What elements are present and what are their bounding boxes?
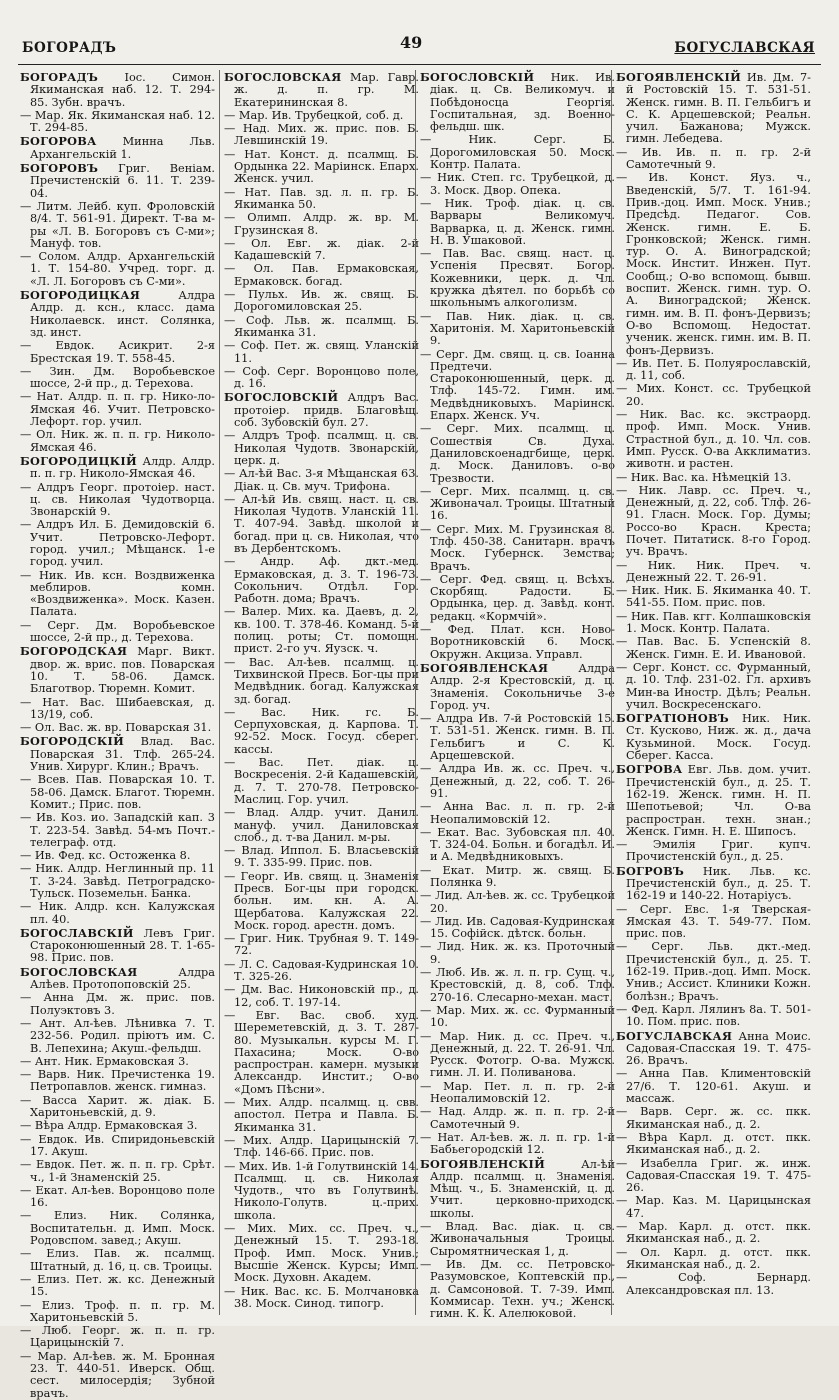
entry-text: Ник. Ив. діак. ц. Св. Великомуч. и Побѣдоносца Георгія. Госпитальная, зд. Военно-фельдш. шк. — [430, 71, 615, 134]
entry-text: — Нат. Ал-ѣев. ж. л. п. гр. 1-й Бабьегородскій 12. — [420, 1130, 615, 1157]
directory-entry — [420, 1106, 615, 1131]
entry-text: — Вас. Пет. діак. ц. Воскресенія. 2-й Кадашевскій, д. 7. Т. 270-78. Петровско-Маслиц. Гор. учил. — [224, 756, 419, 806]
directory-entry — [616, 560, 811, 585]
directory-entry — [420, 524, 615, 573]
entry-surname: БОГОСЛОВСКІЙ — [420, 70, 535, 84]
directory-entry — [224, 1161, 419, 1222]
entry-text: — Пав. Вас. свящ. наст. ц. Успенія Пресвят. Богор. Кожевники, церк. д. Чл. кружка дѣятел. по борьбѣ со школьнымъ алкоголизм. — [420, 247, 615, 310]
directory-entry — [616, 865, 811, 903]
directory-entry — [616, 358, 811, 383]
entry-surname: БОГРАТІОНОВЪ — [616, 711, 729, 726]
directory-entry — [420, 1031, 615, 1080]
directory-entry — [20, 1056, 215, 1068]
entry-text: — Над. Мих. ж. прис. пов. Б. Левшинскій 19. — [224, 122, 419, 148]
directory-entry — [224, 123, 419, 148]
directory-entry — [20, 992, 215, 1017]
directory-entry — [420, 801, 615, 826]
entry-text: Ник. Льв. кс. Пречистенскій бул., д. 25. Т. 162-19 и 140-22. Нотаріусъ. — [626, 864, 811, 903]
entry-text: — Серг. Мих. М. Грузинская 8. Тлф. 450-38. Санитарн. врачъ Моск. Губернск. Земства; Врачъ. — [420, 522, 615, 573]
entry-text: — Фед. Карл. Лялинъ 8а. Т. 501-10. Пом. прис. пов. — [616, 1002, 811, 1029]
directory-entry — [420, 624, 615, 661]
entry-text: — Ник. Лавр. сс. Преч. ч., Денежный, д. 22, соб. Тлф. 26-91. Гласн. Моск. Гор. Думы; Россо-во Красн. Креста; Почет. Питатиск. 8-го Город. уч. Врачъ. — [616, 483, 811, 559]
directory-entry — [420, 1259, 615, 1320]
entry-text: — Пав. Ник. діак. ц. св. Харитонія. М. Харитоньевскій 9. — [420, 309, 615, 348]
directory-entry — [420, 1221, 615, 1258]
entry-text: — Влад. Иппол. Б. Власьевскій 9. Т. 335-99. Прис. пов. — [224, 844, 419, 870]
directory-entry — [616, 712, 811, 762]
entry-text: Евг. Льв. дом. учит. Пречистенскій бул., д. 25. Т. 162-19. Женск. гимн. Н. П. Шепотьевой; Чл. О-ва распростран. техн. знан.; Женск. Гимн. Н. Е. Шипосъ. — [626, 763, 811, 838]
entry-text: — Зин. Дм. Воробьевское шоссе, 2-й пр., д. Терехова. — [20, 364, 215, 391]
directory-entry — [616, 485, 811, 559]
entry-text: — Екат. Вас. Зубовская пл. 40. Т. 324-04. Больн. и богадѣл. И. и А. Медвѣдниковыхъ. — [420, 825, 615, 864]
entry-text: — Ник. Алдр. ксн. Калужская пл. 40. — [20, 900, 215, 926]
directory-entry — [20, 620, 215, 645]
directory-entry — [616, 636, 811, 661]
entry-text: — Люб. Ив. ж. л. п. гр. Сущ. ч., Крестовскій, д. 8, соб. Тлф. 270-16. Слесарно-механ. маст. — [420, 966, 615, 1004]
directory-entry — [224, 845, 419, 870]
directory-entry — [224, 959, 419, 984]
entry-text: — Алдра Ив. ж. сс. Преч. ч., Денежный, д. 22, соб. Т. 26-91. — [420, 762, 615, 800]
entry-text: — Соф. Бернард. Александровская пл. 13. — [616, 1271, 811, 1297]
entry-text: — Васса Харит. ж. діак. Б. Харитоньевскій, д. 9. — [20, 1093, 215, 1120]
entry-surname: БОГОРОДСКАЯ — [20, 644, 128, 659]
entry-text: — Мар. Мих. ж. сс. Фурманный 10. — [420, 1003, 615, 1030]
directory-entry — [20, 850, 215, 862]
entry-text: — Анна Пав. Климентовскій 27/6. Т. 120-61. Акуш. и массаж. — [616, 1067, 811, 1106]
entry-text: Минна Льв. Архангельскій 1. — [30, 135, 216, 161]
entry-text: — Мих. Ив. 1-й Голутвинскій 14. Псалмщ. ц. св. Николая Чудотв., что въ Голутвинѣ. Николо-Голутв. ц.-прих. школа. — [224, 1159, 419, 1222]
directory-entry — [20, 366, 215, 391]
entry-surname: БОГОЯВЛЕНСКІЙ — [420, 1156, 546, 1171]
directory-entry — [20, 110, 215, 135]
directory-entry — [20, 735, 215, 773]
column-1 — [20, 70, 216, 1400]
entry-text: Левъ Григ. Староконюшенный 28. Т. 1-65-98. Прис. пов. — [30, 926, 215, 965]
directory-entry — [616, 383, 811, 408]
directory-entry — [616, 1247, 811, 1272]
directory-entry — [616, 1030, 811, 1068]
entry-text: — Екат. Митр. ж. свящ. Б. Полянка 9. — [420, 863, 615, 889]
entry-text: — Ол. Пав. Ермаковская, Ермаковск. богад. — [224, 262, 419, 288]
directory-entry — [20, 1159, 215, 1184]
entry-text: — Соф. Пет. ж. свящ. Уланскій 11. — [224, 339, 419, 365]
directory-entry — [20, 1210, 215, 1247]
entry-text: — Алдръ Троф. псалмщ. ц. св. Николая Чудотв. Звонарскій, церк. д. — [224, 429, 419, 467]
directory-entry — [420, 967, 615, 1004]
directory-entry — [420, 941, 615, 966]
entry-text: — Серг. Фед. свящ. ц. Всѣхъ. Скорбящ. Радости. Б. Ордынка, цер. д. Завѣд. конт. редакц. «Кормчій». — [420, 572, 615, 623]
entry-text: — Екат. Ал-ѣев. Воронцово поле 16. — [20, 1183, 215, 1210]
entry-text: Мар. Гавр. ж. д. п. гр. М. Екатерининская 8. — [234, 71, 419, 109]
directory-entry — [20, 863, 215, 900]
entry-text: — Серг. Мих. псалмщ. ц. Сошествія Св. Духа. Даниловскоенадгбище, церк. д. Моск. Даниловъ. о-во Трезвости. — [420, 422, 615, 485]
directory-entry — [224, 1223, 419, 1284]
entry-text: — Люб. Георг. ж. п. п. гр. Царицынскій 7. — [20, 1324, 215, 1350]
entry-text: Анна Моис. Садовая-Спасская 19. Т. 475-26. Врачъ. — [626, 1029, 811, 1068]
directory-entry — [224, 71, 419, 109]
entry-text: — Анна Вас. л. п. гр. 2-й Неопалимовскій 12. — [420, 800, 615, 826]
entry-surname: БОГОРОДИЦКІЙ — [20, 453, 137, 468]
directory-entry — [224, 1286, 419, 1311]
entry-text: — Серг. Евс. 1-я Тверская-Ямская 43. Т. 549-77. Пом. прис. пов. — [616, 902, 811, 941]
entry-text: — Мих. Мих. сс. Преч. ч., Денежный 15. Т. 293-18. Проф. Имп. Моск. Унив.; Высшіе Женск. Курсы; Имп. Моск. Духовн. Академ. — [224, 1222, 419, 1285]
directory-entry — [616, 71, 811, 146]
directory-entry — [20, 482, 215, 519]
entry-surname: БОГОСЛОВСКАЯ — [20, 964, 138, 979]
directory-entry — [20, 289, 215, 339]
directory-entry — [20, 135, 215, 161]
directory-entry — [224, 807, 419, 844]
entry-surname: БОГОСЛОВСКІЙ — [224, 390, 339, 405]
directory-entry — [224, 391, 419, 429]
directory-entry — [224, 315, 419, 340]
entry-text: — Соф. Серг. Воронцово поле, д. 16. — [224, 364, 419, 391]
entry-text: Марг. Викт. двор. ж. врис. пов. Поварская 10. Т. 58-06. Дамск. Благотвор. Тюремн. Комит. — [30, 645, 215, 696]
entry-surname: БОГОРАДЪ — [20, 70, 99, 84]
directory-entry — [616, 1132, 811, 1157]
directory-entry — [420, 1005, 615, 1030]
entry-text: Алдра Алѣев. Протопоповскій 25. — [30, 965, 215, 992]
entry-text: — Валер. Мих. ка. Даевъ, д. 2, кв. 100. Т. 378-46. Команд. 5-й полиц. роты; Ст. помощн. прист. 2-го уч. Яузск. ч. — [224, 605, 419, 656]
entry-surname: БОГОРОВЪ — [20, 161, 99, 176]
entry-text: — Ник. Троф. діак. ц. св. Варвары Великомуч. Варварка, ц. д. Женск. гимн. Н. В. Ушаковой. — [420, 196, 615, 247]
directory-entry — [20, 429, 215, 454]
directory-entry — [420, 916, 615, 941]
entry-text: — Ол. Вас. ж. вр. Поварская 31. — [20, 721, 212, 735]
directory-entry — [20, 1351, 215, 1400]
entry-text: — Евг. Вас. своб. худ. Шереметевскій, д. 3. Т. 287-80. Музыкальн. курсы М. Г. Пахасина; Моск. О-во распростран. камерн. музыки Александр. Инстит.; О-во «Домъ Пѣсни». — [224, 1008, 419, 1096]
entry-text: — Мар. Ник. д. сс. Преч. ч., Денежный, д. 22. Т. 26-91. Чл. Русск. Фотогр. О-ва. Мужск. гимн. Л. И. Поливанова. — [420, 1029, 615, 1080]
header-left-catchword: БОГОРАДЪ — [22, 40, 117, 56]
directory-entry — [616, 1158, 811, 1195]
entry-text: — Ив. Пет. Б. Полуярославскій, д. 11, соб. — [616, 356, 811, 383]
directory-entry — [224, 556, 419, 605]
entry-surname: БОГОРОВА — [20, 134, 97, 149]
entry-text: — Ал-ѣй Ив. свящ. наст. ц. св. Николая Чудотв. Уланскій 11. Т. 407-94. Завѣд. школой и богад. при ц. св. Николая, что въ Дербентскомъ. — [224, 492, 419, 555]
directory-entry — [20, 1069, 215, 1094]
directory-entry — [616, 1004, 811, 1029]
column-divider — [219, 70, 220, 1315]
directory-entry — [420, 134, 615, 171]
directory-entry — [616, 941, 811, 1002]
entry-text: Ив. Дм. 7-й Ростовскій 15. Т. 531-51. Женск. гимн. В. П. Гельбигъ и С. К. Арцешевской; Реальн. учил. Бажанова; Мужск. гимн. Лебедева. — [626, 71, 811, 146]
entry-text: — Варв. Серг. ж. сс. пкк. Якиманская наб., д. 2. — [616, 1105, 811, 1131]
directory-entry — [20, 455, 215, 481]
column-2 — [224, 70, 419, 1320]
directory-entry — [20, 812, 215, 849]
entry-text: — Елиз. Пав. ж. псалмщ. Штатный, д. 16, ц. св. Троицы. — [20, 1247, 215, 1273]
entry-text: — Мих. Алдр. псалмщ. ц. свв. апостол. Петра и Павла. Б. Якиманка 31. — [224, 1096, 419, 1134]
directory-entry — [20, 71, 215, 109]
entry-text: — Дм. Вас. Никоновскій пр., д. 12, соб. Т. 197-14. — [224, 983, 419, 1009]
directory-entry — [616, 409, 811, 470]
entry-text: — Ив. Коз. ио. Западскій кап. 3 Т. 223-54. Завѣд. 54-мъ Почт.-телеграф. отд. — [20, 811, 215, 849]
entry-text: — Мих. Конст. сс. Трубецкой 20. — [616, 382, 811, 408]
entry-text: — Нат. Пав. зд. л. п. гр. Б. Якиманка 50. — [224, 185, 419, 211]
entry-text: — Ив. Конст. Яуз. ч., Введенскій, 5/7. Т. 161-94. Прив.-доц. Имп. Моск. Унив.; Предсѣд. Педагог. Сов. Женск. гимн. Е. Б. Гронковской; Женск. гимн. тур. О. А. Виноградской; Моск. Инстит. Инжен. Пут. Сообщ.; О-во вспомощ. бывш. воспит. Женск. гимн. тур. О. А. Виноградской; Женск. гимн. им. В. П. фонъ-Дервизъ; О-во Вспомощ. Недостат. ученик. женск. гимн. им. В. П. фонъ-Дервизъ. — [616, 171, 811, 357]
entry-text: — Ник. Алдр. Неглинный пр. 11 Т. 3-24. Завѣд. Петроградско-Тульск. Поземельн. Банка. — [20, 862, 215, 900]
column-divider — [415, 70, 416, 1315]
entry-text: — Ив. Фед. кс. Остоженка 8. — [20, 849, 191, 863]
directory-entry — [224, 606, 419, 655]
column-divider — [611, 70, 612, 1315]
directory-entry — [224, 149, 419, 186]
entry-text: — Эмилія Григ. купч. Прочистенскій бул., д. 25. — [616, 838, 811, 864]
directory-entry — [616, 472, 811, 484]
entry-text: — Серг. Мих. псалмщ. ц. св. Живоначал. Троицы. Штатный 16. — [420, 484, 615, 523]
entry-text: — Георг. Ив. свящ. ц. Знаменія Пресв. Бог-цы при городск. больн. им. кн. А. А. Щербатова. Калужская 22. Моск. город. арестн. домъ. — [224, 869, 419, 932]
directory-entry — [420, 662, 615, 712]
directory-entry — [616, 147, 811, 172]
directory-entry — [616, 904, 811, 941]
entry-text: — Мар. Ив. Трубецкой, соб. д. — [224, 108, 404, 122]
entry-text: — Ал-ѣй Вас. 3-я Мѣщанская 63. Діак. ц. Св. муч. Трифона. — [224, 467, 419, 493]
entry-text: — Мих. Алдр. Царицынскій 7. Тлф. 146-66. Прис. пов. — [224, 1133, 419, 1160]
entry-text: — Влад. Алдр. учит. Данил. мануф. учил. Даниловская слоб., д. т-ва Данил. м-ры. — [224, 806, 419, 844]
entry-text: — Серг. Дм. Воробьевское шоссе, 2-й пр., д. Терехова. — [20, 618, 215, 645]
header-right-catchword: БОГУСЛАВСКАЯ — [674, 40, 815, 56]
entry-text: — Пульх. Ив. ж. свящ. Б. Дорогомиловская 25. — [224, 288, 419, 314]
directory-entry — [20, 1325, 215, 1350]
directory-entry — [224, 110, 419, 122]
entry-text: — Ник. Ник. Преч. ч. Денежный 22. Т. 26-91. — [616, 558, 811, 584]
directory-entry — [224, 657, 419, 706]
directory-entry — [420, 865, 615, 890]
entry-text: — Ник. Степ. гс. Трубецкой, д. 3. Моск. Двор. Опека. — [420, 171, 615, 197]
entry-text: — Евдок. Ив. Спиридоньевскій 17. Акуш. — [20, 1132, 215, 1158]
directory-entry — [224, 1010, 419, 1096]
entry-text: — Нат. Алдр. п. п. гр. Нико-ло-Ямская 46. Учит. Петровско-Лефорт. гор. учил. — [20, 390, 215, 429]
directory-entry — [420, 423, 615, 484]
page-number: 49 — [400, 33, 423, 52]
directory-entry — [224, 1135, 419, 1160]
entry-text: — Ол. Евг. ж. діак. 2-й Кадашевскій 7. — [224, 236, 419, 263]
entry-surname: БОГРОВА — [616, 762, 683, 777]
directory-entry — [616, 611, 811, 636]
entry-text: — Влад. Вас. діак. ц. св. Живоначальныя Троицы. Сыромятническая 1, д. — [420, 1220, 615, 1258]
entry-text: — Нат. Конст. д. псалмщ. Б. Ордынка 22. Маріинск. Епарх. Женск. учил. — [224, 147, 419, 186]
entry-text: — Мар. Карл. д. отст. пкк. Якиманская наб., д. 2. — [616, 1220, 811, 1246]
entry-text: — Елиз. Пет. ж. кс. Денежный 15. — [20, 1272, 215, 1299]
directory-entry — [224, 1097, 419, 1134]
directory-entry — [224, 494, 419, 555]
entry-text: — Алдръ Георг. протоіер. наст. ц. св. Николая Чудотворца. Звонарскій 9. — [20, 480, 215, 519]
entry-text: — Вѣра Алдр. Ермаковская 3. — [20, 1119, 198, 1133]
entry-text: — Анна Дм. ж. прис. пов. Полуэктовъ 3. — [20, 991, 215, 1017]
entry-surname: БОГОСЛАВСКІЙ — [20, 925, 134, 940]
directory-entry — [20, 1095, 215, 1120]
directory-entry — [420, 827, 615, 864]
entry-text: — Ник. Пав. кгг. Колпашковскія 1. Моск. Контр. Палата. — [616, 609, 811, 636]
directory-entry — [20, 645, 215, 695]
directory-entry — [20, 201, 215, 250]
directory-entry — [20, 162, 215, 200]
entry-text: Ник. Ник. Ст. Кусково, Ниж. ж. д., дача Кузьминой. Моск. Госуд. Сберег. Касса. — [626, 712, 811, 763]
directory-entry — [420, 1132, 615, 1157]
directory-entry — [20, 901, 215, 926]
entry-text: — Серг. Льв. дкт.-мед. Пречистенскій бул., д. 25. Т. 162-19. Прив.-доц. Имп. Моск. Унив.; Ассист. Клиники Кожн. болѣзн.; Врачъ. — [616, 940, 811, 1003]
entry-text: — Алдра Ив. 7-й Ростовскій 15. Т. 531-51. Женск. гимн. В. П. Гельбигъ и С. К. Арцешевской. — [420, 712, 615, 763]
directory-entry — [616, 839, 811, 864]
entry-text: — Л. С. Садовая-Кудринская 10. Т. 325-26. — [224, 957, 419, 984]
entry-text: Алдра Алдр. 2-я Крестовскій, д. ц. Знаменія. Сокольничье 3-е Город. уч. — [430, 661, 615, 712]
entry-text: — Ник. Вас. кс. Б. Молчановка 38. Моск. Синод. типогр. — [224, 1284, 419, 1310]
entry-text: — Евдок. Пет. ж. п. п. гр. Срѣт. ч., 1-й Знаменскій 25. — [20, 1158, 215, 1184]
directory-entry — [224, 289, 419, 314]
entry-text: — Ив. Ив. п. п. гр. 2-й Самотечный 9. — [616, 145, 811, 172]
directory-entry — [20, 251, 215, 288]
entry-text: — Вѣра Карл. д. отст. пкк. Якиманская наб., д. 2. — [616, 1130, 811, 1157]
entry-text: — Ник. Вас. кс. экстраорд. проф. Имп. Моск. Унив. Страстной бул., д. 10. Чл. сов. Имп. Русск. О-ва Акклиматиз. животн. и растен. — [616, 408, 811, 471]
directory-entry — [420, 1081, 615, 1106]
directory-entry — [616, 1068, 811, 1105]
directory-entry — [420, 1158, 615, 1220]
entry-text: — Варв. Ник. Пречистенка 19. Петропавлов. женск. гимназ. — [20, 1068, 215, 1094]
directory-entry — [420, 486, 615, 523]
directory-entry — [20, 774, 215, 811]
entry-text: Алдра Алдр. д. ксн., класс. дама Николаевск. инст. Солянка, зд. инст. — [30, 289, 215, 339]
directory-entry — [224, 366, 419, 391]
directory-entry — [20, 1185, 215, 1210]
entry-text: — Мар. Як. Якиманская наб. 12. Т. 294-85. — [20, 108, 215, 135]
entry-text: — Мар. Ал-ѣев. ж. М. Бронная 23. Т. 440-51. Иверск. Общ. сест. милосердія; Зубной врачъ. — [20, 1349, 215, 1400]
entry-surname: БОГОРОДСКІЙ — [20, 734, 125, 749]
entry-text: — Ант. Ал-ѣев. Лѣнивка 7. Т. 232-56. Родил. пріютъ им. С. В. Лепехина; Акуш.-фельдш. — [20, 1016, 215, 1055]
entry-surname: БОГУСЛАВСКАЯ — [616, 1028, 733, 1043]
directory-entry — [20, 570, 215, 619]
entry-text: — Алдръ Ил. Б. Демидовскій 6. Учит. Петровско-Лефорт. город. учил.; Мѣщанск. 1-е город. учил. — [20, 518, 215, 569]
directory-entry — [20, 519, 215, 568]
directory-entry — [20, 1134, 215, 1159]
directory-entry — [224, 871, 419, 932]
directory-entry — [20, 722, 215, 734]
directory-entry — [224, 757, 419, 806]
directory-entry — [20, 1300, 215, 1325]
entry-text: — Изабелла Григ. ж. инж. Садовая-Спасская 19. Т. 475-26. — [616, 1156, 811, 1195]
directory-entry — [20, 1120, 215, 1132]
directory-entry — [20, 1248, 215, 1273]
entry-text: — Вас. Ник. гс. Б. Серпуховская, д. Карпова. Т. 92-52. Моск. Госуд. сберег. кассы. — [224, 705, 419, 756]
entry-text: — Елиз. Ник. Солянка, Воспитательн. д. Имп. Моск. Родовспом. завед.; Акуш. — [20, 1209, 215, 1248]
directory-entry — [616, 1221, 811, 1246]
entry-text: — Ив. Дм. сс. Петровско-Разумовское, Коптевскій пр., д. Самсоновой. Т. 7-39. Имп. Коммисар. Техн. уч.; Женск. гимн. К. К. Алелюковой. — [420, 1257, 615, 1321]
entry-text: — Солом. Алдр. Архангельскій 1. Т. 154-80. Учред. торг. д. «Л. Л. Богоровъ съ С-ми». — [20, 250, 215, 288]
directory-entry — [224, 212, 419, 237]
entry-text: — Лид. Ал-ѣев. ж. сс. Трубецкой 20. — [420, 889, 615, 915]
entry-text: — Ник. Ив. ксн. Воздвиженка меблиров. комн. «Воздвиженка». Моск. Казен. Палата. — [20, 568, 215, 619]
entry-text: Влад. Вас. Поварская 31. Тлф. 265-24. Унив. Хирург. Клин.; Врачъ. — [30, 735, 216, 774]
directory-entry — [224, 340, 419, 365]
directory-entry — [616, 172, 811, 356]
directory-entry — [616, 1195, 811, 1220]
entry-text: — Лид. Ив. Садовая-Кудринская 15. Софійск. дѣтск. больн. — [420, 914, 615, 941]
entry-surname: БОГОЯВЛЕНСКАЯ — [420, 660, 549, 675]
entry-text: — Ник. Ник. Б. Якиманка 40. Т. 541-55. Пом. прис. пов. — [616, 584, 811, 610]
entry-text: Алдр. Алдр. п. п. гр. Николо-Ямская 46. — [30, 454, 215, 481]
directory-entry — [20, 391, 215, 428]
page-header — [0, 0, 839, 70]
directory-entry — [20, 340, 215, 365]
directory-entry — [616, 1272, 811, 1297]
directory-entry — [616, 763, 811, 838]
entry-text: — Литм. Лейб. куп. Фроловскій 8/4. Т. 561-91. Директ. Т-ва м-ры «Л. В. Богоровъ съ С-ми»; Мануф. тов. — [20, 199, 215, 250]
entry-surname: БОГОЯВЛЕНСКІЙ — [616, 70, 742, 84]
header-rule — [18, 64, 821, 65]
entry-text: — Григ. Ник. Трубная 9. Т. 149-72. — [224, 932, 419, 958]
directory-entry — [224, 707, 419, 756]
entry-text: Ал-ѣй Алдр. псалмщ. ц. Знаменія. Мѣщ. ч., Б. Знаменскій, ц. д. Учит. церковно-приходск. школы. — [430, 1157, 615, 1220]
directory-entry — [224, 468, 419, 493]
entry-text: — Серг. Дм. свящ. ц. св. Іоанна Предтечи. Староконюшенный, церк. д. Тлф. 145-72. Гимн. им. Медвѣдниковыхъ. Маріинск. Епарх. Женск. Уч. — [420, 347, 615, 423]
directory-entry — [420, 172, 615, 197]
entry-text: Алдръ Вас. протоіер. придв. Благовѣщ. соб. Зубовскій бул. 27. — [234, 391, 419, 430]
entry-text: — Мар. Пет. л. п. гр. 2-й Неопалимовскій 12. — [420, 1079, 615, 1106]
entry-text: — Серг. Конст. сс. Фурманный, д. 10. Тлф. 231-02. Гл. архивъ Мин-ва Иностр. Дѣлъ; Реальн. учил. Воскресенскаго. — [616, 660, 811, 711]
directory-entry — [420, 763, 615, 800]
directory-entry — [616, 585, 811, 610]
column-3 — [420, 70, 615, 1320]
directory-entry — [420, 890, 615, 915]
directory-entry — [420, 349, 615, 423]
entry-text: — Мар. Каз. М. Царицынская 47. — [616, 1194, 811, 1220]
entry-text: Григ. Веніам. Пречистенскій 6. 11. Т. 239-04. — [30, 162, 215, 200]
directory-entry — [224, 933, 419, 958]
entry-text: — Лид. Ник. ж. кз. Проточный 9. — [420, 940, 615, 966]
entry-text: — Фед. Плат. ксн. Ново-Воротниковскій 6. Моск. Окружн. Акциза. Управл. — [420, 623, 615, 661]
entry-text: — Ол. Карл. д. отст. пкк. Якиманская наб., д. 2. — [616, 1245, 811, 1271]
entry-text: — Нат. Вас. Шибаевская, д. 13/19, соб. — [20, 695, 215, 721]
directory-entry — [224, 263, 419, 288]
entry-text: — Всев. Пав. Поварская 10. Т. 58-06. Дамск. Благот. Тюремн. Комит.; Прис. пов. — [20, 773, 215, 811]
entry-text: Іос. Симон. Якиманская наб. 12. Т. 294-85. Зубн. врачъ. — [30, 71, 215, 109]
directory-entry — [224, 238, 419, 263]
directory-entry — [616, 662, 811, 711]
entry-text: — Евдок. Асикрит. 2-я Брестская 19. Т. 558-45. — [20, 339, 215, 365]
directory-entry — [420, 198, 615, 247]
entry-text: — Вас. Ал-ѣев. псалмщ. ц. Тихвинской Пресв. Бог-цы при Медвѣдник. богад. Калужская зд. богад. — [224, 655, 419, 706]
entry-text: — Андр. Аф. дкт.-мед. Ермаковская, д. 3. Т. 196-73. Сокольнич. Отдѣл. Гор. Работн. дома; Врачъ. — [224, 555, 419, 606]
entry-text: — Над. Алдр. ж. п. п. гр. 2-й Самотечный 9. — [420, 1105, 615, 1131]
directory-entry — [420, 713, 615, 762]
entry-text: — Ол. Ник. ж. п. п. гр. Николо-Ямская 46. — [20, 428, 215, 454]
directory-entry — [420, 574, 615, 623]
directory-entry — [20, 927, 215, 965]
column-4 — [616, 70, 811, 1320]
entry-text: — Ник. Серг. Б. Дорогомиловская 50. Моск. Контр. Палата. — [420, 133, 615, 172]
entry-text: — Ант. Ник. Ермаковская 3. — [20, 1054, 189, 1068]
entry-text: — Олимп. Алдр. ж. вр. М. Грузинская 8. — [224, 211, 419, 237]
entry-text: — Ник. Вас. ка. Нѣмецкій 13. — [616, 470, 792, 484]
directory-entry — [420, 71, 615, 133]
directory-entry — [20, 966, 215, 992]
entry-surname: БОГОСЛОВСКАЯ — [224, 70, 342, 84]
directory-entry — [20, 697, 215, 722]
directory-entry — [616, 1106, 811, 1131]
entry-surname: БОГОРОДИЦКАЯ — [20, 288, 141, 303]
entry-surname: БОГРОВЪ — [616, 863, 685, 878]
entry-text: — Соф. Льв. ж. псалмщ. Б. Якиманка 31. — [224, 313, 419, 339]
directory-entry — [20, 1018, 215, 1055]
directory-entry — [420, 311, 615, 348]
directory-entry — [20, 1274, 215, 1299]
directory-entry — [420, 248, 615, 309]
entry-text: — Пав. Вас. Б. Успенскій 8. Женск. Гимн. Е. И. Ивановой. — [616, 635, 811, 661]
entry-text: — Елиз. Троф. п. п. гр. М. Харитоньевскій 5. — [20, 1298, 215, 1324]
directory-entry — [224, 984, 419, 1009]
directory-entry — [224, 430, 419, 467]
directory-entry — [224, 187, 419, 212]
